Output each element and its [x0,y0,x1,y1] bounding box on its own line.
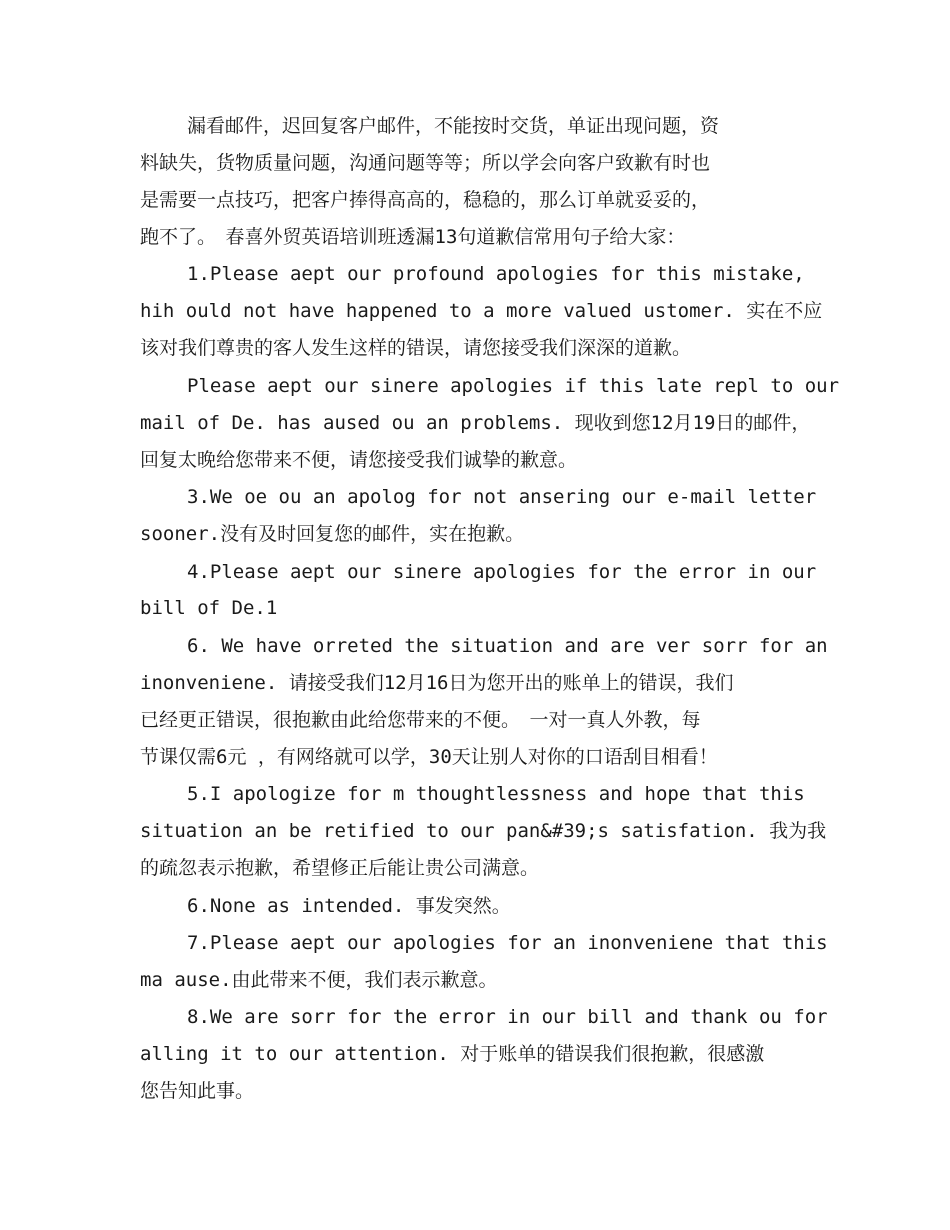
item-8-line-3: 您告知此事。 [140,1080,255,1102]
item-5-line-2: situation an be retified to our pan&#39;s satisfation. 我为我 [140,820,827,842]
item-6-line-1: 6. We have orreted the situation and are ver sorr for an [187,635,828,657]
item-2-line-1: Please aept our sinere apologies if this late repl to our [187,375,840,397]
item-5-line-1: 5.I apologize for m thoughtlessness and hope that this [187,783,805,805]
paragraph-intro-line-4: 跑不了。 春喜外贸英语培训班透漏13句道歉信常用句子给大家： [140,226,686,248]
paragraph-intro-line-1: 漏看邮件，迟回复客户邮件，不能按时交货，单证出现问题，资 [187,115,720,137]
item-8-line-1: 8.We are sorr for the error in our bill and thank ou for [187,1006,828,1028]
item-1-line-2: hih ould not have happened to a more valued ustomer. 实在不应 [140,300,823,322]
item-1-line-1: 1.Please aept our profound apologies for this mistake, [187,263,805,285]
item-3-line-1: 3.We oe ou an apolog for not ansering our e-mail letter [187,486,817,508]
item-8-line-2: alling it to our attention. 对于账单的错误我们很抱歉，很感激 [140,1043,765,1065]
item-6-line-4: 节课仅需6元 ，有网络就可以学，30天让别人对你的口语刮目相看！ [140,746,718,768]
paragraph-intro-line-3: 是需要一点技巧，把客户捧得高高的，稳稳的，那么订单就妥妥的， [140,189,711,211]
item-2-line-2: mail of De. has aused ou an problems. 现收到您12月19日的邮件， [140,412,811,434]
item-4-line-1: 4.Please aept our sinere apologies for the error in our [187,561,817,583]
item-7-line-1: 7.Please aept our apologies for an inonveniene that this [187,932,828,954]
item-6-line-2: inonveniene. 请接受我们12月16日为您开出的账单上的错误，我们 [140,672,734,694]
item-6-line-3: 已经更正错误，很抱歉由此给您带来的不便。 一对一真人外教，每 [140,709,701,731]
item-1-line-3: 该对我们尊贵的客人发生这样的错误，请您接受我们深深的道歉。 [140,337,692,359]
item-5-line-3: 的疏忽表示抱歉，希望修正后能让贵公司满意。 [140,857,540,879]
item-6b-line-1: 6.None as intended. 事发突然。 [187,895,511,917]
paragraph-intro-line-2: 料缺失，货物质量问题，沟通问题等等；所以学会向客户致歉有时也 [140,152,711,174]
item-7-line-2: ma ause.由此带来不便，我们表示歉意。 [140,969,498,991]
item-4-line-2: bill of De.1 [140,597,278,619]
item-2-line-3: 回复太晚给您带来不便，请您接受我们诚挚的歉意。 [140,449,578,471]
item-3-line-2: sooner.没有及时回复您的邮件，实在抱歉。 [140,523,525,545]
